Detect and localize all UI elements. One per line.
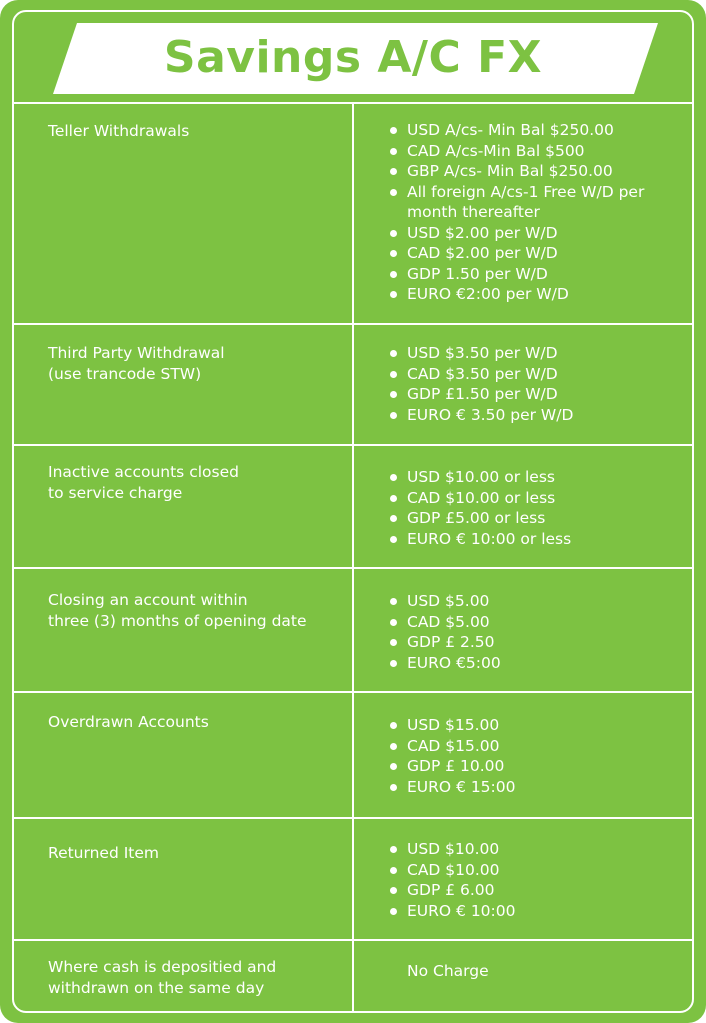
list-item: USD $15.00 <box>389 715 689 736</box>
list-item: USD $3.50 per W/D <box>389 343 689 364</box>
table-row-same-day-cash <box>12 939 694 1013</box>
list-item: EURO €5:00 <box>389 653 689 674</box>
row-label-line: Third Party Withdrawal <box>48 344 225 362</box>
fee-list <box>389 715 689 797</box>
row-label: Teller Withdrawals <box>48 122 190 140</box>
column-divider <box>352 104 354 323</box>
list-item: CAD $10.00 or less <box>389 488 689 509</box>
fee-list <box>389 120 689 305</box>
fee-table <box>12 102 694 1013</box>
list-item: EURO €2:00 per W/D <box>389 284 689 305</box>
table-row-inactive-accounts <box>12 444 694 567</box>
list-item: EURO € 15:00 <box>389 777 689 798</box>
column-divider <box>352 446 354 567</box>
list-item: GBP A/cs- Min Bal $250.00 <box>389 161 689 182</box>
column-divider <box>352 325 354 444</box>
list-item: CAD $10.00 <box>389 860 689 881</box>
list-item: GDP £5.00 or less <box>389 508 689 529</box>
list-item: EURO € 10:00 <box>389 901 689 922</box>
list-item: GDP 1.50 per W/D <box>389 264 689 285</box>
page-title: Savings A/C FX <box>163 32 543 83</box>
fee-list <box>389 343 689 425</box>
table-row-overdrawn-accounts <box>12 691 694 817</box>
list-item: CAD $3.50 per W/D <box>389 364 689 385</box>
table-row-returned-item <box>12 817 694 939</box>
row-label <box>48 462 338 503</box>
list-item: CAD $15.00 <box>389 736 689 757</box>
list-item: CAD A/cs-Min Bal $500 <box>389 141 689 162</box>
column-divider <box>352 569 354 691</box>
list-item: GDP £ 2.50 <box>389 632 689 653</box>
table-row-teller-withdrawals <box>12 102 694 323</box>
column-divider <box>352 819 354 939</box>
table-row-third-party-withdrawal <box>12 323 694 444</box>
list-item: USD $10.00 <box>389 839 689 860</box>
list-item: USD A/cs- Min Bal $250.00 <box>389 120 689 141</box>
list-item: All foreign A/cs-1 Free W/D per month thereafter <box>389 182 689 223</box>
row-label <box>48 343 338 384</box>
row-label: Returned Item <box>48 844 160 862</box>
row-label <box>48 590 338 631</box>
fee-value: No Charge <box>407 962 489 980</box>
row-label <box>48 957 338 998</box>
row-label-line: to service charge <box>48 483 183 502</box>
table-row-closing-account <box>12 567 694 691</box>
list-item: GDP £1.50 per W/D <box>389 384 689 405</box>
row-label-line: withdrawn on the same day <box>48 978 265 997</box>
row-label-line: (use trancode STW) <box>48 364 202 383</box>
list-item: EURO € 3.50 per W/D <box>389 405 689 426</box>
list-item: CAD $5.00 <box>389 612 689 633</box>
row-label-line: three (3) months of opening date <box>48 611 307 630</box>
column-divider <box>352 941 354 1013</box>
list-item: EURO € 10:00 or less <box>389 529 689 550</box>
column-divider <box>352 693 354 817</box>
list-item: USD $2.00 per W/D <box>389 223 689 244</box>
row-label-line: Inactive accounts closed <box>48 463 239 481</box>
list-item: USD $10.00 or less <box>389 467 689 488</box>
fee-list <box>389 591 689 673</box>
list-item: GDP £ 6.00 <box>389 880 689 901</box>
row-label: Overdrawn Accounts <box>48 713 209 731</box>
row-label-line: Closing an account within <box>48 591 248 609</box>
list-item: GDP £ 10.00 <box>389 756 689 777</box>
list-item: CAD $2.00 per W/D <box>389 243 689 264</box>
row-label-line: Where cash is depositied and <box>48 958 277 976</box>
fee-list <box>389 467 689 549</box>
fee-list <box>389 839 689 921</box>
list-item: USD $5.00 <box>389 591 689 612</box>
